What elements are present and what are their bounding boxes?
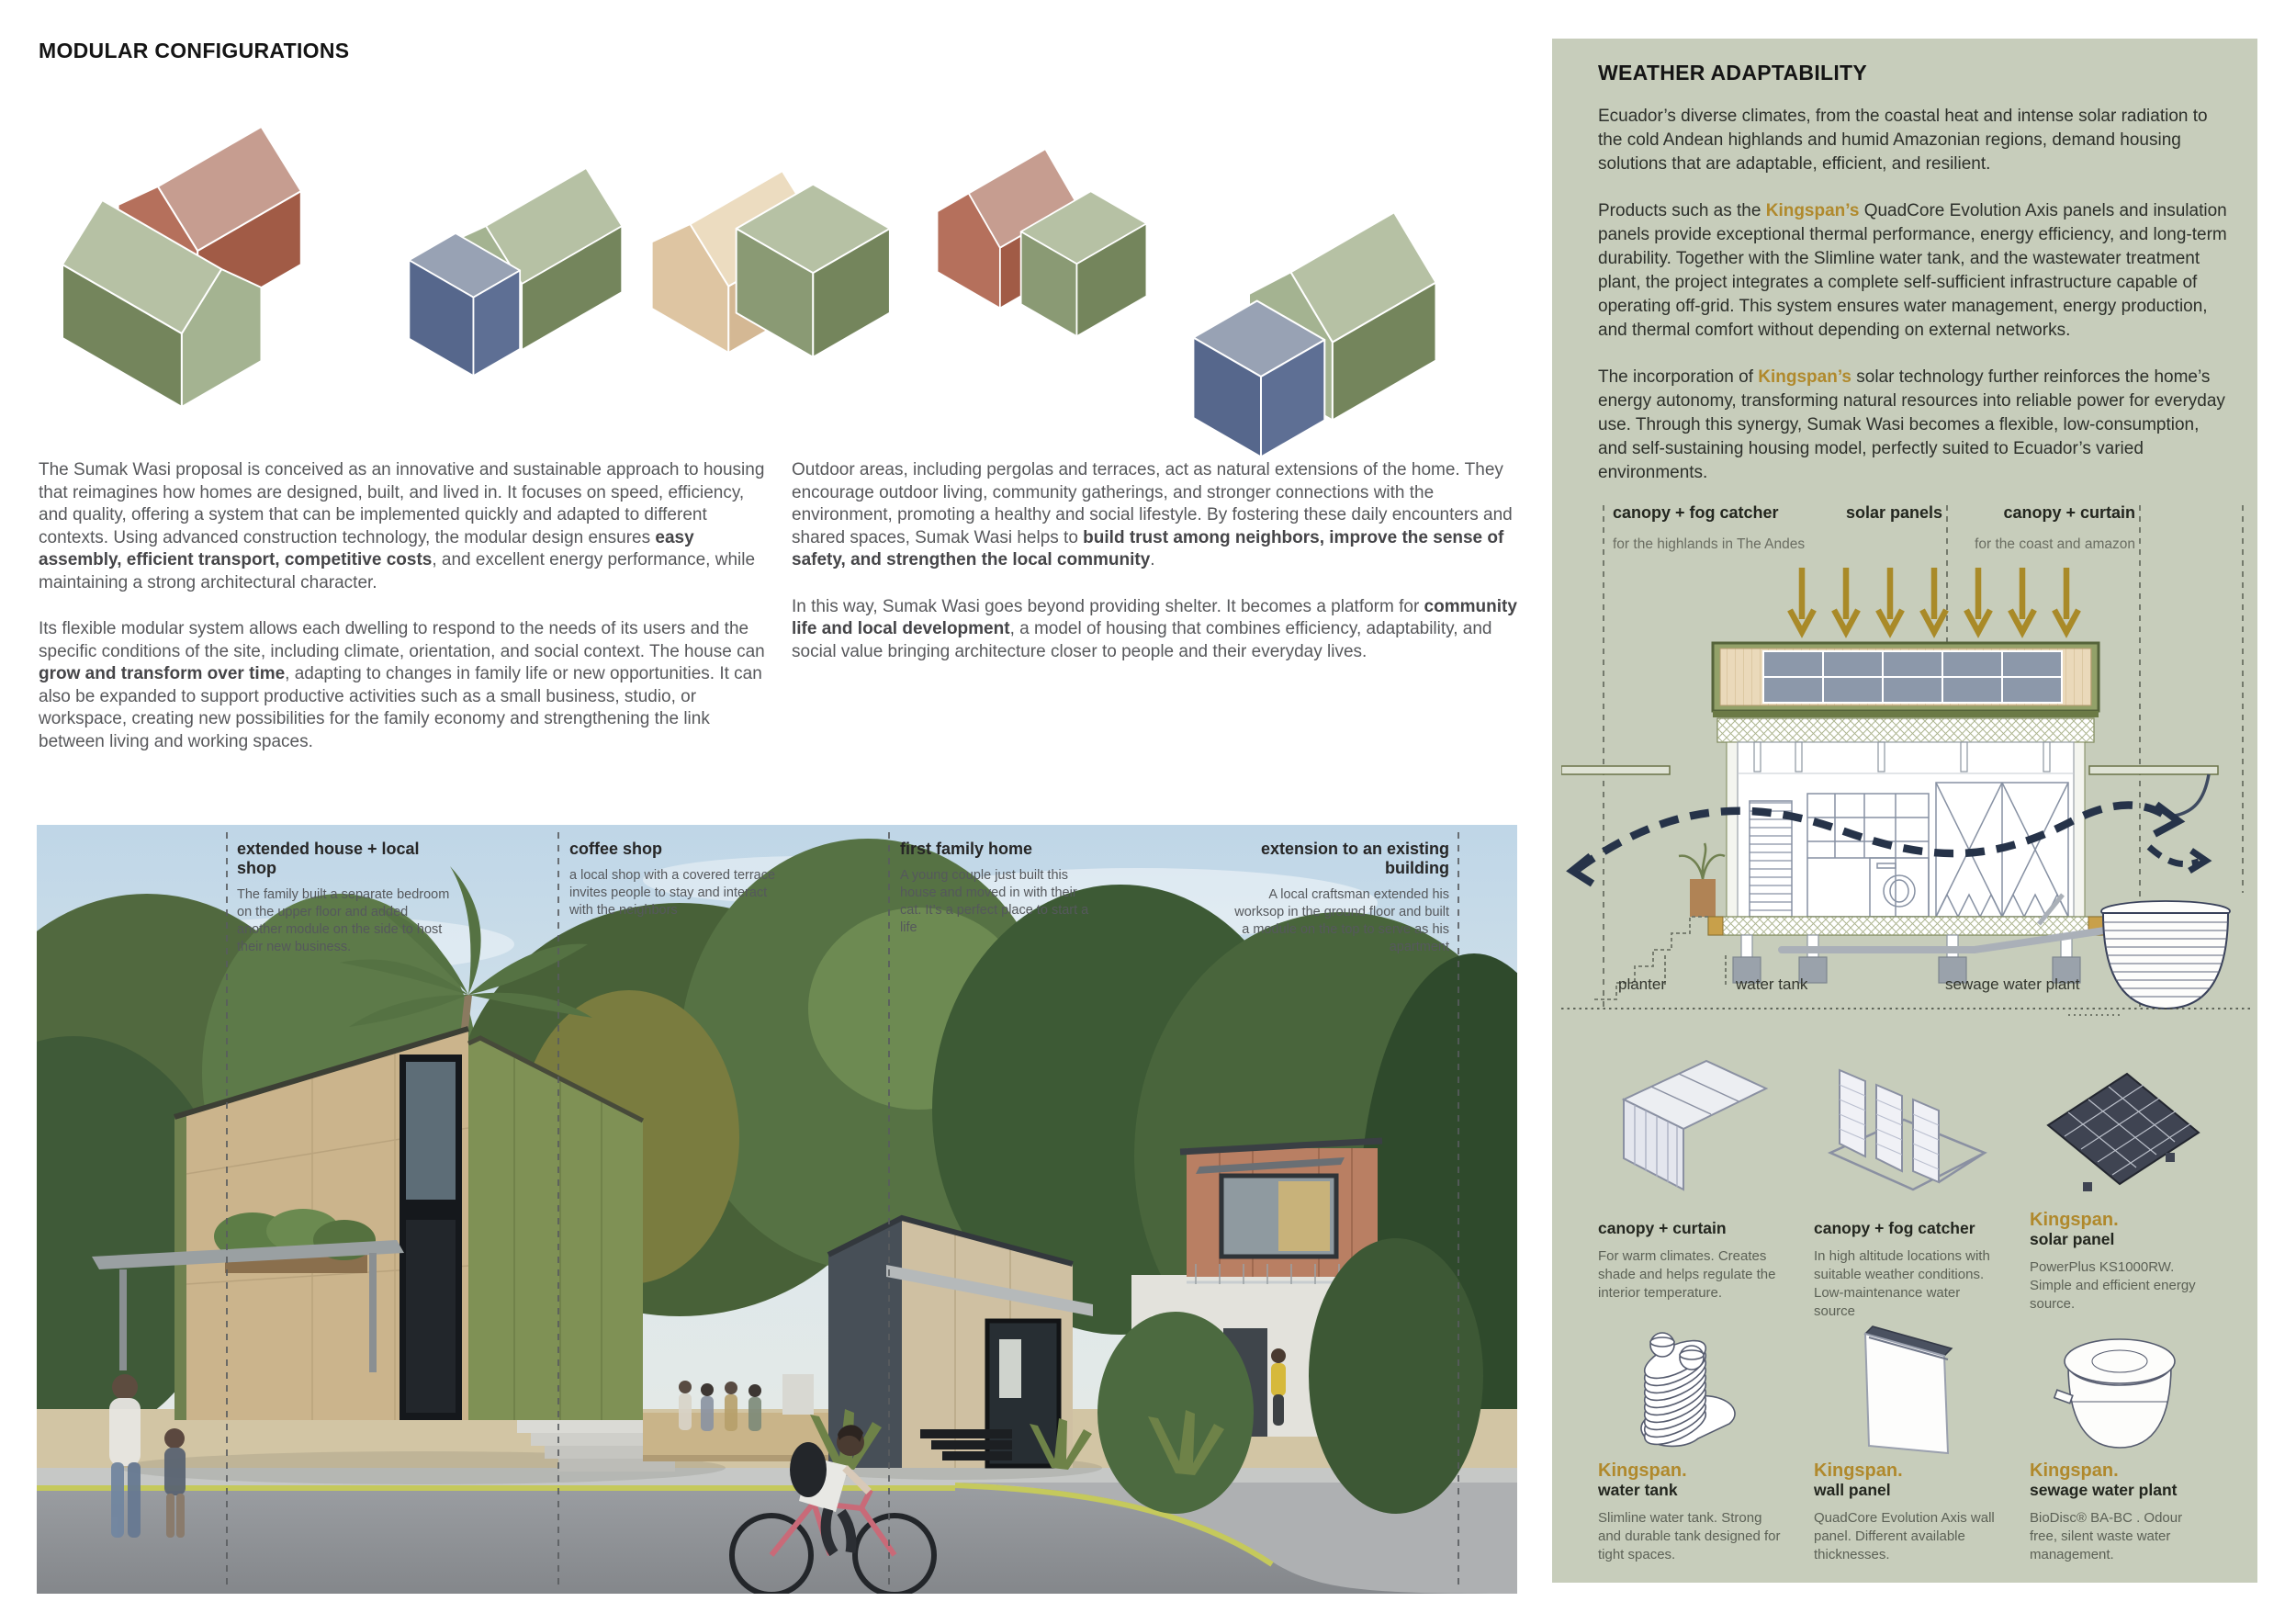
water-tank-icon xyxy=(1596,1317,1780,1455)
product-desc: In high altitude locations with suitable weather conditions. Low-maintenance water source xyxy=(1814,1248,1990,1319)
annotation-body: A local craftsman extended his worksop in the ground floor and built a module on the top to serve as his apartment xyxy=(1234,887,1449,954)
product-name: water tank xyxy=(1598,1481,1678,1499)
paragraph: The incorporation of Kingspan’s solar technology further reinforces the home’s energy autonomy, transforming natural resources into reliable power for everyday use. Through this synergy, Sumak Wasi becomes a flexible, low-consumption, and self-sustaining housing model, perfectly suited to Ecuador’s varied environments. xyxy=(1598,367,2225,482)
weather-text xyxy=(1598,105,2232,508)
intro-text-column-2 xyxy=(792,459,1526,687)
label-planter: planter xyxy=(1618,976,1666,993)
product-thumb-sewage-plant xyxy=(2028,1317,2225,1455)
product-thumb-solar-panel xyxy=(2028,1044,2225,1201)
curtain-drape xyxy=(2175,774,2209,816)
product-desc: QuadCore Evolution Axis wall panel. Different available thicknesses. xyxy=(1814,1510,1995,1562)
module-5-isometric-icon xyxy=(1153,207,1446,468)
module-4-isometric-icon xyxy=(928,142,1157,349)
label-ticks xyxy=(1665,955,1726,985)
house-section-diagram xyxy=(1561,498,2250,1035)
canopy-curtain-icon xyxy=(1596,1044,1780,1201)
label-sewage-water-plant: sewage water plant xyxy=(1945,976,2080,993)
left-wall xyxy=(1727,742,1738,917)
product-desc: PowerPlus KS1000RW. Simple and efficient energy source. xyxy=(2030,1259,2196,1312)
page-title: MODULAR CONFIGURATIONS xyxy=(39,39,350,62)
product-canopy-curtain xyxy=(1598,1219,1782,1303)
product-name: solar panel xyxy=(2030,1230,2115,1248)
annotation-title: extended house + local shop xyxy=(237,840,420,877)
module-config-5 xyxy=(1153,207,1446,468)
module-2-isometric-icon xyxy=(386,138,634,413)
product-desc: For warm climates. Creates shade and helps regulate the interior temperature. xyxy=(1598,1248,1776,1301)
annotation-title: extension to an existing building xyxy=(1260,840,1449,877)
product-solar-panel xyxy=(2030,1210,2213,1314)
annotation-coffee-shop xyxy=(569,840,790,919)
annotation-first-family-home xyxy=(900,840,1120,937)
annotation-body: A young couple just built this house and moved in with their cat. It’s a perfect place to start a life xyxy=(900,868,1089,935)
product-thumb-wall-panel xyxy=(1812,1317,2009,1455)
solar-panel-icon xyxy=(2028,1044,2212,1201)
kingspan-brand: Kingspan. xyxy=(2030,1210,2119,1230)
label-canopy-fog-catcher: canopy + fog catcher xyxy=(1613,503,1779,522)
roof-solar-assembly xyxy=(1713,643,2099,717)
annotation-extended-house xyxy=(237,840,450,956)
weather-adaptability-panel xyxy=(1552,39,2257,1583)
module-1-isometric-icon xyxy=(51,118,317,421)
product-water-tank xyxy=(1598,1460,1782,1564)
product-name: canopy + curtain xyxy=(1598,1219,1727,1237)
module-3-isometric-icon xyxy=(643,152,900,377)
panel-title: WEATHER ADAPTABILITY xyxy=(1598,61,1868,85)
product-wall-panel xyxy=(1814,1460,1998,1564)
right-canopy-curtain xyxy=(2089,766,2218,774)
kingspan-brand: Kingspan. xyxy=(1814,1460,1903,1481)
annotation-body: The family built a separate bedroom on the upper floor and added another module on the side to host their new business. xyxy=(237,887,450,954)
right-wall xyxy=(2074,742,2085,917)
fog-catcher-icon xyxy=(1812,1044,1996,1201)
module-config-2 xyxy=(386,138,634,413)
intro-text-column-1 xyxy=(39,459,773,777)
paragraph: Its flexible modular system allows each dwelling to respond to the needs of its users and the specific conditions of the site, including climate, orientation, and social context. The house can grow and transform over time, adapting to changes in family life or new opportunities. It can also be expanded to support productive activities such as a small business, studio, or workspace, creating new possibilities for the family economy and strengthening the link between living and working spaces. xyxy=(39,619,765,751)
wall-panel-icon xyxy=(1812,1317,1996,1455)
annotation-body: a local shop with a covered terrace invites people to stay and interact with the neighbors xyxy=(569,868,776,918)
annotation-title: first family home xyxy=(900,840,1033,858)
product-thumb-water-tank xyxy=(1596,1317,1794,1455)
product-name: canopy + fog catcher xyxy=(1814,1219,1975,1237)
planter-plant xyxy=(1679,843,1725,917)
product-name: sewage water plant xyxy=(2030,1481,2178,1499)
left-canopy-fog-catcher xyxy=(1561,766,1670,774)
product-name: wall panel xyxy=(1814,1481,1891,1499)
sewage-tank xyxy=(2094,901,2237,1009)
module-config-1 xyxy=(51,118,317,421)
product-thumb-canopy-curtain xyxy=(1596,1044,1794,1201)
sun-arrows-icon xyxy=(1790,568,2078,632)
paragraph: In this way, Sumak Wasi goes beyond providing shelter. It becomes a platform for community life and local development, a model of housing that combines efficiency, adaptability, and social value bringing architecture closer to people and their everyday lives. xyxy=(792,596,1517,661)
kingspan-brand: Kingspan. xyxy=(1598,1460,1687,1481)
label-solar-panels: solar panels xyxy=(1845,503,1942,522)
street-render-image xyxy=(37,825,1517,1594)
product-sewage-plant xyxy=(2030,1460,2213,1564)
sewage-plant-icon xyxy=(2028,1317,2212,1455)
paragraph: Ecuador’s diverse climates, from the coastal heat and intense solar radiation to the cold Andean highlands and humid Amazonian regions, demand housing solutions that are adaptable, efficient, and resilient. xyxy=(1598,107,2208,174)
product-thumb-fog-catcher xyxy=(1812,1044,2009,1201)
product-fog-catcher xyxy=(1814,1219,1998,1321)
module-config-3 xyxy=(643,152,900,400)
label-water-tank: water tank xyxy=(1736,976,1808,993)
label-canopy-curtain: canopy + curtain xyxy=(2003,503,2135,522)
paragraph: Products such as the Kingspan’s QuadCore Evolution Axis panels and insulation panels provide exceptional thermal performance, energy efficiency, and long-term durability. Together with the Slimline water tank, and the wastewater treatment plant, the project integrates a complete self-sufficient infrastructure capable of operating off-grid. This system ensures water management, energy production, and thermal comfort without depending on external networks. xyxy=(1598,201,2227,340)
annotation-extension-building xyxy=(1232,840,1449,956)
module-config-4 xyxy=(928,142,1157,400)
annotation-title: coffee shop xyxy=(569,840,663,858)
section-drawing xyxy=(1561,498,2250,1035)
product-desc: BioDisc® BA-BC . Odour free, silent waste water management. xyxy=(2030,1510,2183,1562)
paragraph: The Sumak Wasi proposal is conceived as an innovative and sustainable approach to housing that reimagines how homes are designed, built, and lived in. It focuses on speed, efficiency, and quality, offering a system that can be implemented quickly and adapted to different contexts. Using advanced construction technology, the modular design ensures easy assembly, efficient transport, competitive costs, and excellent energy performance, while maintaining a strong architectural character. xyxy=(39,460,765,592)
product-desc: Slimline water tank. Strong and durable tank designed for tight spaces. xyxy=(1598,1510,1781,1562)
sublabel-coast-amazon: for the coast and amazon xyxy=(1975,536,2135,552)
kingspan-brand: Kingspan. xyxy=(2030,1460,2119,1481)
paragraph: Outdoor areas, including pergolas and terraces, act as natural extensions of the home. They encourage outdoor living, community gatherings, and stronger connections with the environment, promoting a healthy and social lifestyle. By fostering these daily encounters and shared spaces, Sumak Wasi helps to build trust among neighbors, improve the sense of safety, and strengthen the local community. xyxy=(792,460,1513,570)
sublabel-highlands: for the highlands in The Andes xyxy=(1613,536,1806,552)
